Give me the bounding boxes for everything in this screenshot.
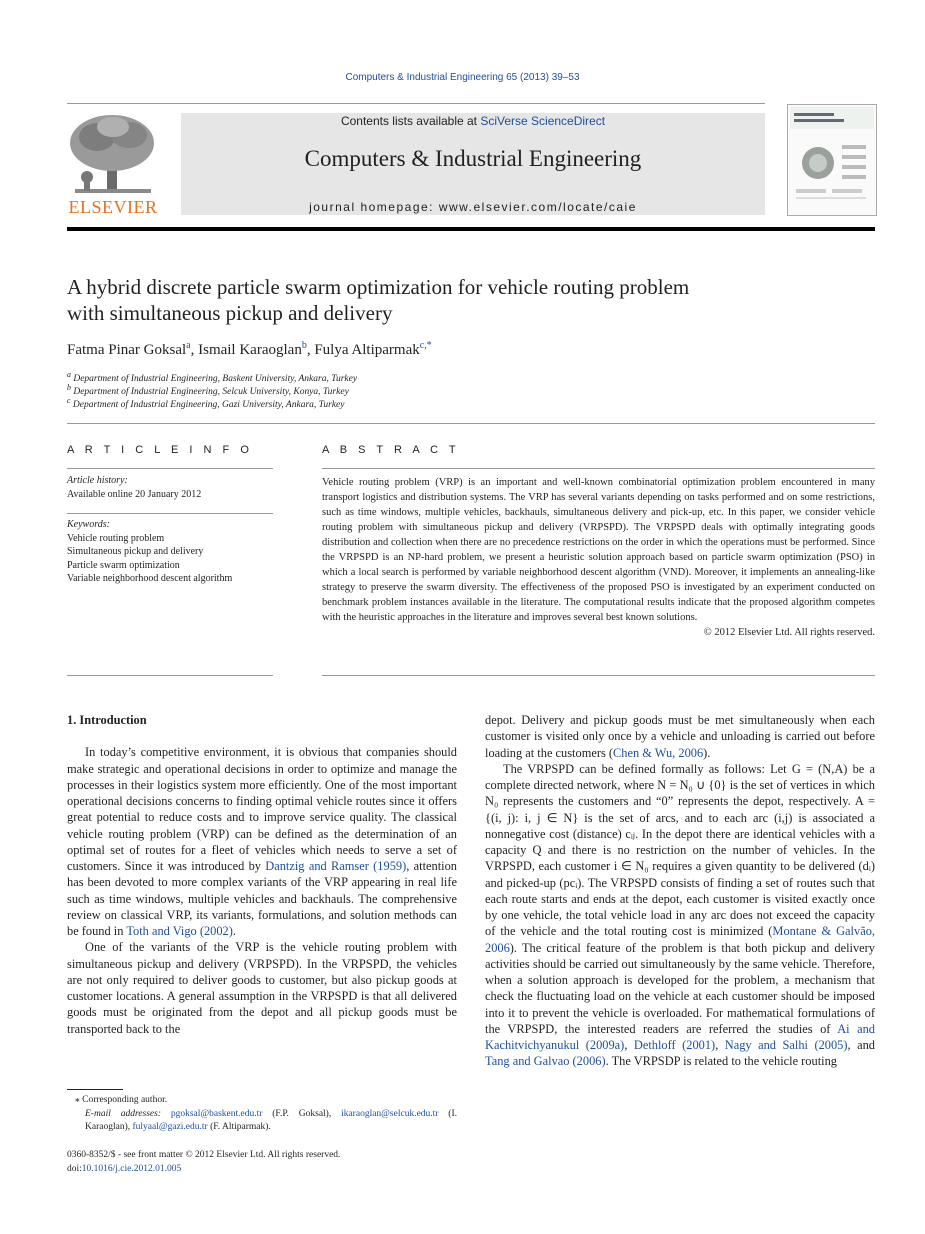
article-history: Article history: Available online 20 January 2012 <box>67 475 202 500</box>
article-info-bottom-rule <box>67 675 273 676</box>
citation-link[interactable]: Nagy and Salhi (2005) <box>724 1038 848 1052</box>
affiliation-a: $^a$ Department of Industrial Engineering, Baskent University, Ankara, Turkey <box>67 370 358 385</box>
right-paragraph-2: The VRPSPD can be defined formally as follows: Let G = (N,A) be a complete directed network, where N = N₀ ∪ {0} is the set of vertices in which N₀ represents the customers and “0” represents the depot, respectively. A = {(i, j): i, j ∈ N} is the set of arcs, and to each arc (i,j) is associated a nonnegative cost (distance) cᵢⱼ. In the depot there are identical vehicles with a capacity Q and there is no restriction on the number of vehicles. In the VRPSPD, each customer i ∈ N₀ requires a given quantity to be delivered (dᵢ) and picked-up (pcᵢ). The VRPSPD consists of finding a set of routes such that each route starts and ends at the depot, each customer is visited exactly once by one vehicle, the total vehicle load in any arc does not exceed the capacity of the vehicle and the total routing cost is minimized (Montane & Galvão, 2006). The critical feature of the problem is that both pickup and delivery activities should be carried out simultaneously by the same vehicle. Therefore, when a solution approach is developed for the problem, a mechanism that check the fluctuating load on the vehicle at each customer should be imposed into it to prevent the vehicle is overloaded. For mathematical formulations of the VRPSPD, the interested readers are referred the studies of Ai and Kachitvichyanukul (2009a), Dethloff (2001), Nagy and Salhi (2005), and Tang and Galvao (2006). The VRPSDP is related to the vehicle routing <box>485 761 875 1069</box>
citation-link[interactable]: Chen & Wu, 2006 <box>613 745 704 760</box>
keywords-block: Keywords: Vehicle routing problem Simultaneous pickup and delivery Particle swarm optimization Variable neighborhood descent algorithm <box>67 518 273 586</box>
abstract-heading: A B S T R A C T <box>322 444 460 456</box>
citation-link[interactable]: Montane & Galvão, 2006 <box>485 924 875 955</box>
left-column <box>67 712 457 1037</box>
email-link[interactable]: fulyaal@gazi.edu.tr <box>132 1122 208 1132</box>
section-heading: 1. Introduction <box>67 713 147 727</box>
affiliation-divider <box>67 423 875 424</box>
intro-paragraph-2: One of the variants of the VRP is the vehicle routing problem with simultaneous pickup and delivery (VRPSPD). In the VRPSPD, the vehicles are not only required to deliver goods to customer, but also pickup goods at customer locations. A general assumption in the VRPSPD is that all delivered goods must be originated from the depot and all pickup goods must be transported back to the <box>67 940 457 1036</box>
keyword-item: Variable neighborhood descent algorithm <box>67 573 233 584</box>
journal-homepage: journal homepage: www.elsevier.com/locate/caie <box>309 200 637 214</box>
footnote-rule <box>67 1089 123 1090</box>
citation-link[interactable]: Toth and Vigo (2002) <box>126 924 233 938</box>
journal-citation[interactable]: Computers & Industrial Engineering 65 (2013) 39–53 <box>345 72 580 83</box>
corresponding-author-note: ⁎ Corresponding author. <box>75 1095 168 1105</box>
abstract-text: Vehicle routing problem (VRP) is an important and well-known combinatorial optimization problem encountered in many transport logistics and distribution systems. The VRP has several variants depending on tasks performed and on some restrictions, such as time windows, multiple vehicles, backhauls, simultaneous delivery and pick-up, etc. In this paper, we consider vehicle routing problem with simultaneous pickup and delivery (VRPSPD). The VRPSPD deals with optimally integrating goods distribution and collection when there are no precedence restrictions on the order in which the operations must be performed. Since the VRPSPD is an NP-hard problem, we present a heuristic solution approach based on particle swarm optimization (PSO) in which a local search is performed by variable neighborhood descent algorithm (VND). Moreover, it implements an annealing-like strategy to preserve the swarm diversity. The effectiveness of the proposed PSO is investigated by an experiment conducted on benchmark problem instances available in the literature. The computational results indicate that the proposed algorithm competes with the heuristic approaches in the literature and improves several best known solutions. © 2012 Elsevier Ltd. All rights reserved. <box>322 477 875 638</box>
keyword-item: Simultaneous pickup and delivery <box>67 546 204 557</box>
footnotes <box>67 1094 457 1135</box>
sciencedirect-link[interactable]: SciVerse ScienceDirect <box>480 114 606 128</box>
intro-paragraph-1: In today’s competitive environment, it is obvious that companies should make strategic and operational decisions in order to optimize and manage the processes in their logistics system more efficiently. One of the most important operational decisions concerns to finding optimal vehicle routes since it offers great potential to reduce costs and to improve service quality. The classical vehicle routing problem (VRP) can be defined as the determination of an optimal set of routes for a fleet of vehicles which needs to serve a set of customers. Since it was introduced by Dantzig and Ramser (1959), attention has been devoted to more complex variants of the VRP appearing in real life such as time windows, multiple vehicles and backhauls. The comprehensive review on classical VRP, its variants, formulations, and solution methods can be found in Toth and Vigo (2002). <box>67 745 457 938</box>
header-divider <box>67 103 765 104</box>
abstract-rule <box>322 468 875 469</box>
article-info-rule <box>67 468 273 469</box>
affiliation-b: $^b$ Department of Industrial Engineering, Selcuk University, Konya, Turkey <box>67 383 349 398</box>
keyword-item: Particle swarm optimization <box>67 559 180 571</box>
front-matter <box>67 1149 467 1176</box>
citation-link[interactable]: Dethloff (2001) <box>633 1038 716 1052</box>
citation-link[interactable]: Ai and Kachitvichyanukul (2009a) <box>485 1021 875 1052</box>
copyright-line: © 2012 Elsevier Ltd. All rights reserved. <box>703 627 875 638</box>
elsevier-wordmark: ELSEVIER <box>68 197 158 217</box>
email-addresses: E-mail addresses: pgoksal@baskent.edu.tr (F.P. Goksal), ikaraoglan@selcuk.edu.tr (I. Karaoglan), fulyaal@gazi.edu.tr (F. Altiparmak). <box>85 1108 458 1132</box>
article-title: A hybrid discrete particle swarm optimization for vehicle routing problem with simultaneous pickup and delivery <box>67 275 690 325</box>
doi-link[interactable]: 10.1016/j.cie.2012.01.005 <box>81 1163 182 1174</box>
citation-link[interactable]: Tang and Galvao (2006) <box>485 1054 606 1069</box>
journal-cover-thumbnail <box>787 104 877 216</box>
article-info-heading: A R T I C L E I N F O <box>67 444 253 456</box>
right-column <box>485 712 875 1070</box>
citation-link[interactable]: Dantzig and Ramser (1959) <box>265 859 407 873</box>
doi-line: doi:10.1016/j.cie.2012.01.005 <box>67 1163 182 1174</box>
abstract-bottom-rule <box>322 675 875 676</box>
right-paragraph-1: depot. Delivery and pickup goods must be met simultaneously when each customer is visited only once by a vehicle and unloading is carried out before loading at the customers (Chen & Wu, 2006). <box>485 713 875 760</box>
issn-line: 0360-8352/$ - see front matter © 2012 Elsevier Ltd. All rights reserved. <box>67 1150 341 1160</box>
email-link[interactable]: ikaraoglan@selcuk.edu.tr <box>341 1108 439 1119</box>
header-thick-rule <box>67 227 875 231</box>
contents-available-line: Contents lists available at SciVerse ScienceDirect <box>340 114 606 128</box>
keywords-rule <box>67 513 273 514</box>
journal-title: Computers & Industrial Engineering <box>304 146 642 171</box>
affiliation-c: $^c$ Department of Industrial Engineering, Gazi University, Ankara, Turkey <box>67 396 345 411</box>
keyword-item: Vehicle routing problem <box>67 532 165 544</box>
email-link[interactable]: pgoksal@baskent.edu.tr <box>170 1108 263 1119</box>
author-list: Fatma Pinar Goksal$^a$, Ismail Karaoglan$^b$, Fulya Altiparmak$^{c,*}$ <box>67 340 432 358</box>
